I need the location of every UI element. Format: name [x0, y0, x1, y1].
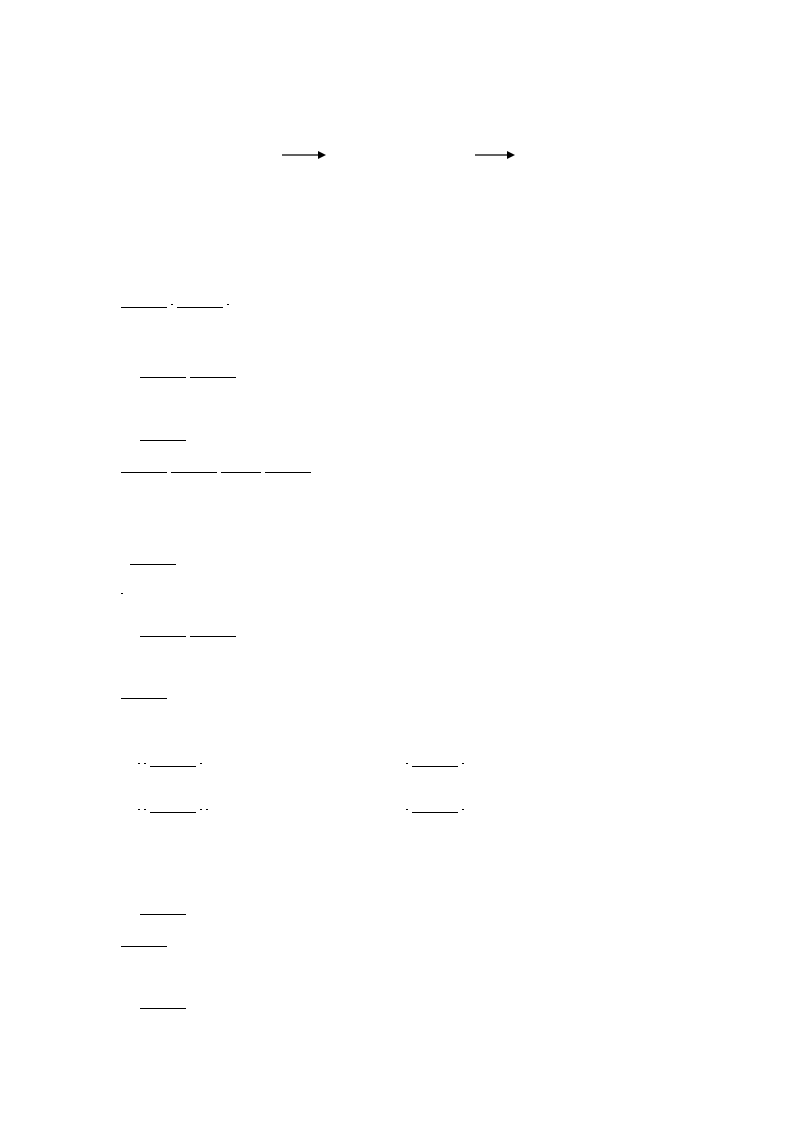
q9-blank-1[interactable]	[121, 293, 167, 308]
fraction	[121, 593, 123, 594]
question-14-line-2	[138, 622, 238, 643]
fraction	[171, 304, 173, 305]
q12-blank-2[interactable]	[171, 458, 217, 473]
q16-expression-1	[136, 746, 204, 780]
q14-blank-1[interactable]	[140, 622, 186, 637]
question-12-line-1	[119, 458, 313, 479]
question-11-line-2	[138, 426, 188, 447]
question-13-line-2	[128, 550, 178, 571]
q10-blank-1[interactable]	[140, 363, 186, 378]
q19-blank[interactable]	[140, 994, 186, 1009]
q13-blank[interactable]	[130, 550, 176, 565]
q16-expression-4	[404, 792, 466, 826]
q12-blank-3[interactable]	[221, 458, 261, 473]
question-10-line-2	[138, 363, 238, 384]
question-9	[119, 288, 231, 320]
q16-blank-4[interactable]	[412, 798, 458, 813]
question-19-line-2	[138, 994, 188, 1015]
arrow-1	[282, 151, 326, 159]
q16-expression-3	[136, 792, 210, 826]
question-14-line-1	[119, 576, 125, 610]
q12-blank-4[interactable]	[265, 458, 311, 473]
q16-blank-2[interactable]	[412, 752, 458, 767]
q11-blank[interactable]	[140, 426, 186, 441]
circle-transformation-figure	[150, 98, 670, 218]
q10-blank-2[interactable]	[190, 363, 236, 378]
q16-blank-3[interactable]	[150, 798, 196, 813]
q17-blank[interactable]	[140, 900, 186, 915]
q18-blank[interactable]	[121, 932, 167, 947]
arrow-2	[475, 151, 515, 159]
question-17-line-2	[138, 900, 188, 921]
q16-blank-1[interactable]	[150, 752, 196, 767]
q16-expression-2	[404, 746, 466, 780]
q14-blank-2[interactable]	[190, 622, 236, 637]
q15-blank[interactable]	[121, 684, 167, 699]
question-15-line-2	[119, 684, 169, 705]
q9-blank-2[interactable]	[177, 293, 223, 308]
question-18	[119, 932, 169, 953]
fraction	[227, 304, 229, 305]
q12-blank-1[interactable]	[121, 458, 167, 473]
